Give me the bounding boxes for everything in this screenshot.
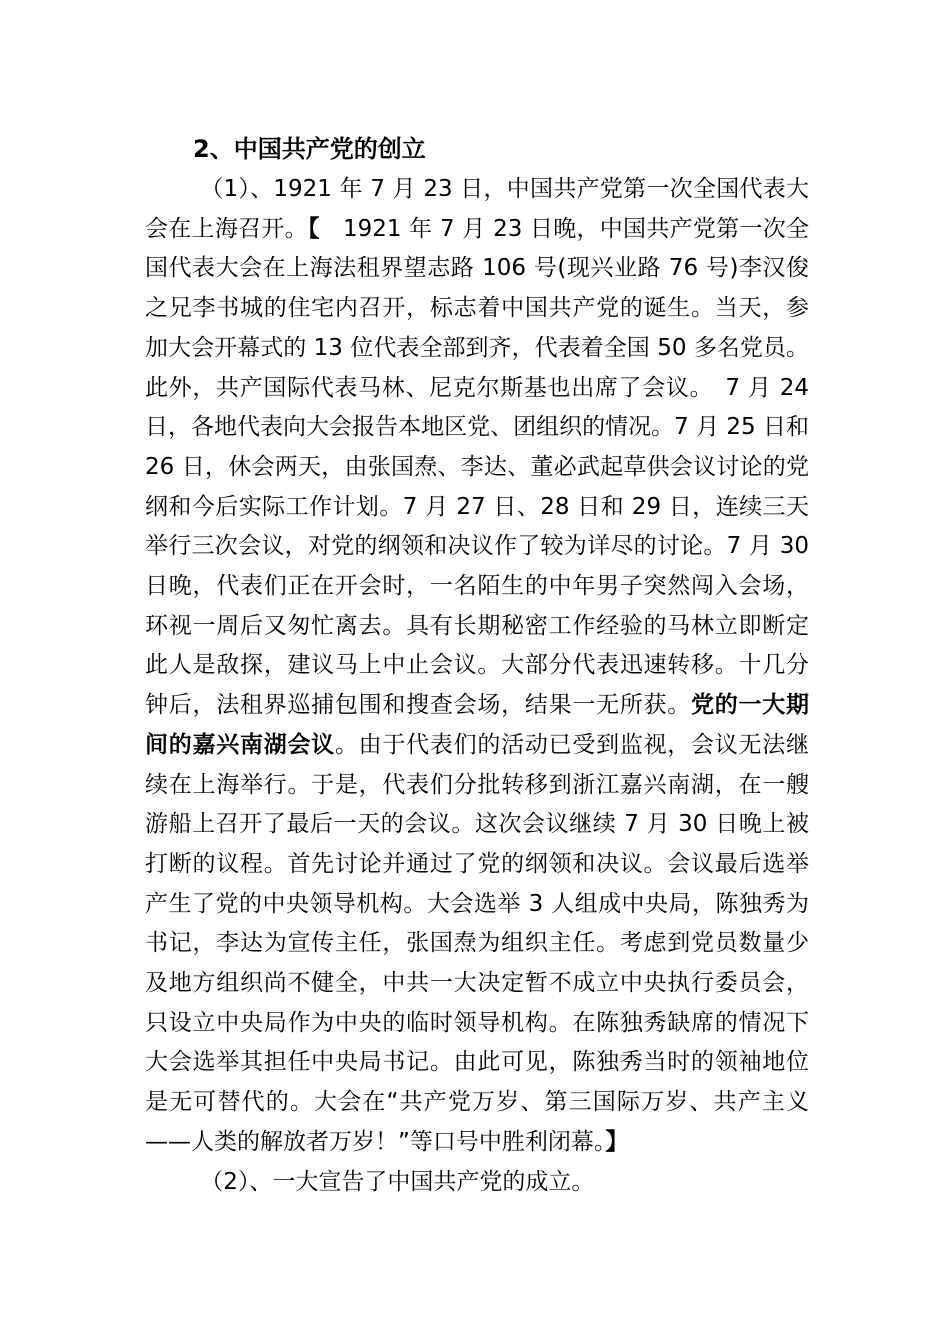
paragraph-2: （2）、一大宣告了中国共产党的成立。 [200,1168,595,1195]
section-heading: 2、中国共产党的创立 [193,135,426,163]
document-page [145,128,809,1202]
paragraph-1-bracket-part-2: 。由于代表们的活动已受到监视，会议无法继续在上海举行。于是，代表们分批转移到浙江嘉兴南湖，在一艘游船上召开了最后一天的会议。这次会议继续 7 月 30 日晚上被打断的议程。首先讨论并通过了党的纲领和决议。会议最后选举产生了党的中央领导机构。大会选举 3 人组成中央局，陈独秀为书记，李达为宣传主任，张国焘为组织主任。考虑到党员数量少及地方组织尚不健全，中共一大决定暂不成立中央执行委员会，只设立中央局作为中央的临时领导机构。在陈独秀缺席的情况下大会选举其担任中央局书记。由此可见，陈独秀当时的领袖地位是无可替代的。大会在“共产党万岁、第三国际万岁、共产主义——人类的解放者万岁！”等口号中胜利闭幕。】 [145,731,810,1155]
bold-subheading-nanhu: 党的一大期间的嘉兴南湖会议 [145,692,810,758]
paragraph-1-bracket-part-1: 【 1921 年 7 月 23 日晚，中国共产党第一次全国代表大会在上海法租界望志路 106 号(现兴业路 76 号)李汉俊之兄李书城的住宅内召开，标志着中国共产党的诞生。当天，参加大会开幕式的 13 位代表全部到齐，代表着全国 50 多名党员。此外，共产国际代表马林、尼克尔斯基也出席了会议。 7 月 24 日，各地代表向大会报告本地区党、团组织的情况。7 月 25 日和 26 日，休会两天，由张国焘、李达、董必武起草供会议讨论的党纲和今后实际工作计划。7 月 27 日、28 日和 29 日，连续三天举行三次会议，对党的纲领和决议作了较为详尽的讨论。7 月 30 日晚，代表们正在开会时，一名陌生的中年男子突然闯入会场，环视一周后又匆忙离去。具有长期秘密工作经验的马林立即断定此人是敌探，建议马上中止会议。大部分代表迅速转移。十几分钟后，法租界巡捕包围和搜查会场，结果一无所获。 [145,215,810,719]
paragraph-1-lead: （1）、1921 年 7 月 23 日，中国共产党第一次全国代表大会在上海召开。 [145,176,809,242]
paragraph-1 [145,170,809,1163]
